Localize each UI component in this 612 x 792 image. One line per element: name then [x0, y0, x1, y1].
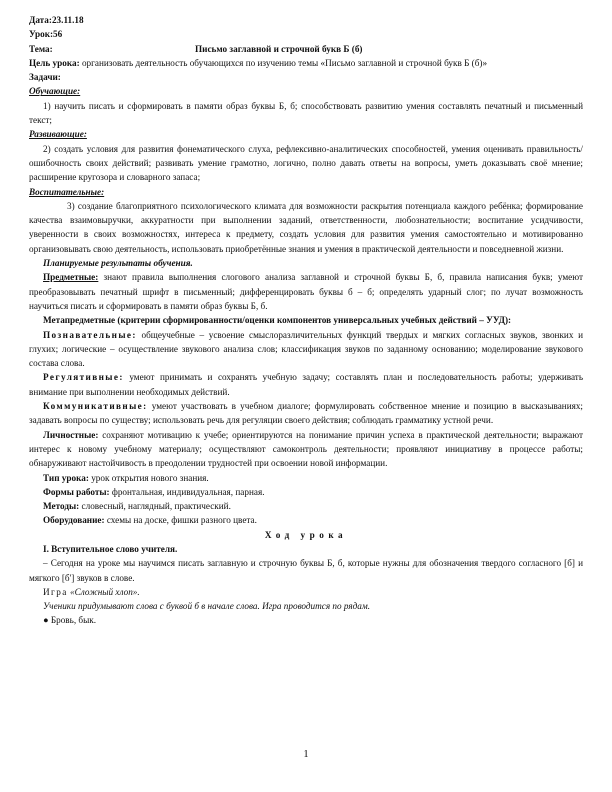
teacher-intro: – Сегодня на уроке мы научимся писать заглавную и строчную буквы Б, б, которые нужны для обозначения твердого согласного [б] и мягкого [б'] звуков в слове.	[29, 558, 583, 583]
example-words: ● Бровь, бык.	[43, 615, 97, 626]
meta-heading: Метапредметные (критерии сформированности/оценки компонентов универсальных учебных действий – УУД):	[43, 315, 512, 326]
goal-line: Цель урока: организовать деятельность обучающихся по изучению темы «Письмо заглавной и строчной букв Б (б)»	[29, 57, 488, 68]
upb-text: 3) создание благоприятного психологического климата для возможности раскрытия потенциала каждого ребёнка; формирование качества взаимовыручки, аккуратности при выполнении заданий, ответственности, любознательности; воспитание усидчивости, уверенности в своих возможностях, интереса к предмету, создать условия для развития умения самостоятельно и мотивированно организовывать свою деятельность, использовать приобретённые знания и умения в практической деятельности и повседневной жизни.	[29, 200, 583, 254]
game-line: Игра «Сложный хлоп».	[43, 586, 140, 597]
topic-label: Тема:	[29, 43, 53, 54]
equipment: Оборудование: схемы на доске, фишки разного цвета.	[43, 515, 257, 526]
page-number: 1	[303, 749, 309, 760]
document-page	[29, 13, 583, 628]
lesson-course-heading: Ход урока	[264, 529, 348, 540]
work-forms: Формы работы: фронтальная, индивидуальная, парная.	[43, 486, 265, 497]
lesson-line: Урок:56	[29, 29, 63, 40]
lesson-type: Тип урока: урок открытия нового знания.	[43, 472, 209, 483]
results-heading: Планируемые результаты обучения.	[43, 258, 193, 269]
methods: Методы: словесный, наглядный, практический.	[43, 501, 231, 512]
tasks-label: Задачи:	[29, 72, 61, 83]
cognitive-results: Познавательные: общеучебные – усвоение смыслоразличительных функций твердых и мягких согласных звуков, звонких и глухих; логические – осуществление звукового анализа слов; классификация звуков по заданному основанию; моделирование звукового состава слова.	[29, 329, 584, 369]
communicative-results: Коммуникативные: умеют участвовать в учебном диалоге; формулировать собственное мнение и позицию в высказываниях; задавать вопросы по существу; использовать речь для регуляции своего действия; соблюдать грамматику устной речи.	[29, 401, 583, 426]
section-1-heading: I. Вступительное слово учителя.	[43, 543, 178, 554]
topic-line	[29, 42, 583, 56]
personal-results: Личностные: сохраняют мотивацию к учебе; ориентируются на понимание причин успеха в практической деятельности; выражают интерес к новому учебному материалу; осуществляют самоконтроль деятельности; проявляют инициативу в процессе работы; обнаруживают настойчивость в преодолении трудностей при освоении новой информации.	[29, 429, 584, 469]
regulatory-results: Регулятивные: умеют принимать и сохранять учебную задачу; составлять план и последовательность работы; удерживать внимание при выполнении необходимых действий.	[29, 372, 584, 397]
topic-value: Письмо заглавной и строчной букв Б (б)	[195, 43, 363, 54]
edu-text: 1) научить писать и сформировать в памяти образ буквы Б, б; способствовать развитию умения составлять печатный и письменный текст;	[29, 100, 583, 126]
game-description: Ученики придумывают слова с буквой б в начале слова. Игра проводится по рядам.	[43, 601, 371, 612]
dev-label: Развивающие:	[29, 129, 87, 140]
date-line: Дата:23.11.18	[29, 15, 84, 25]
dev-text: 2) создать условия для развития фонематического слуха, рефлексивно-аналитических способностей, умения оценивать правильность/ошибочность своих действий; развивать умение грамотно, логично, полно давать ответы на вопросы, уметь доказывать своё мнение; расширение кругозора и словарного запаса;	[29, 143, 583, 183]
edu-label: Обучающие:	[29, 86, 81, 97]
subject-results: Предметные: знают правила выполнения слогового анализа заглавной и строчной буквы Б, б, правила написания букв; умеют преобразовывать печатный шрифт в письменный; дифференцировать буквы б – б; определять ударный слог; по лучат возможность научиться писать и сформировать в памяти образ буквы Б, б.	[29, 272, 583, 311]
upb-label: Воспитательные:	[29, 186, 105, 197]
